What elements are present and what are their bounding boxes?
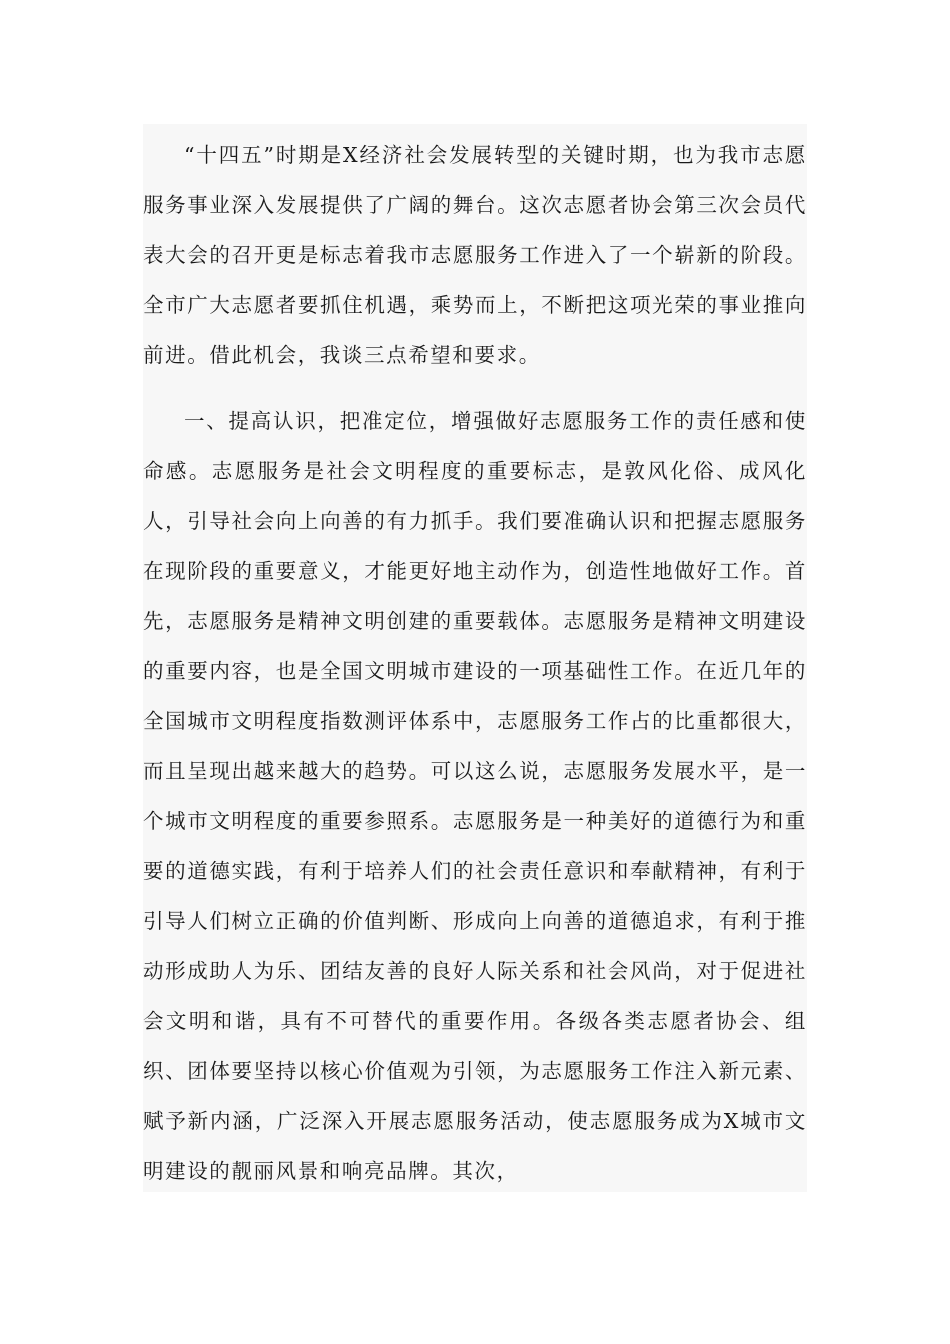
section-one-paragraph: 一、提高认识，把准定位，增强做好志愿服务工作的责任感和使命感。志愿服务是社会文明程度的重要标志，是敦风化俗、成风化人，引导社会向上向善的有力抓手。我们要准确认识和把握志愿服务在现阶段的重要意义，才能更好地主动作为，创造性地做好工作。首先，志愿服务是精神文明创建的重要载体。志愿服务是精神文明建设的重要内容，也是全国文明城市建设的一项基础性工作。在近几年的全国城市文明程度指数测评体系中，志愿服务工作占的比重都很大，而且呈现出越来越大的趋势。可以这么说，志愿服务发展水平，是一个城市文明程度的重要参照系。志愿服务是一种美好的道德行为和重要的道德实践，有利于培养人们的社会责任意识和奉献精神，有利于引导人们树立正确的价值判断、形成向上向善的道德追求，有利于推动形成助人为乐、团结友善的良好人际关系和社会风尚，对于促进社会文明和谐，具有不可替代的重要作用。各级各类志愿者协会、组织、团体要坚持以核心价值观为引领，为志愿服务工作注入新元素、赋予新内涵，广泛深入开展志愿服务活动，使志愿服务成为X城市文明建设的靓丽风景和响亮品牌。其次，: [143, 409, 807, 1183]
intro-paragraph: “十四五”时期是X经济社会发展转型的关键时期，也为我市志愿服务事业深入发展提供了广阔的舞台。这次志愿者协会第三次会员代表大会的召开更是标志着我市志愿服务工作进入了一个崭新的阶段。全市广大志愿者要抓住机遇，乘势而上，不断把这项光荣的事业推向前进。借此机会，我谈三点希望和要求。: [143, 143, 807, 367]
